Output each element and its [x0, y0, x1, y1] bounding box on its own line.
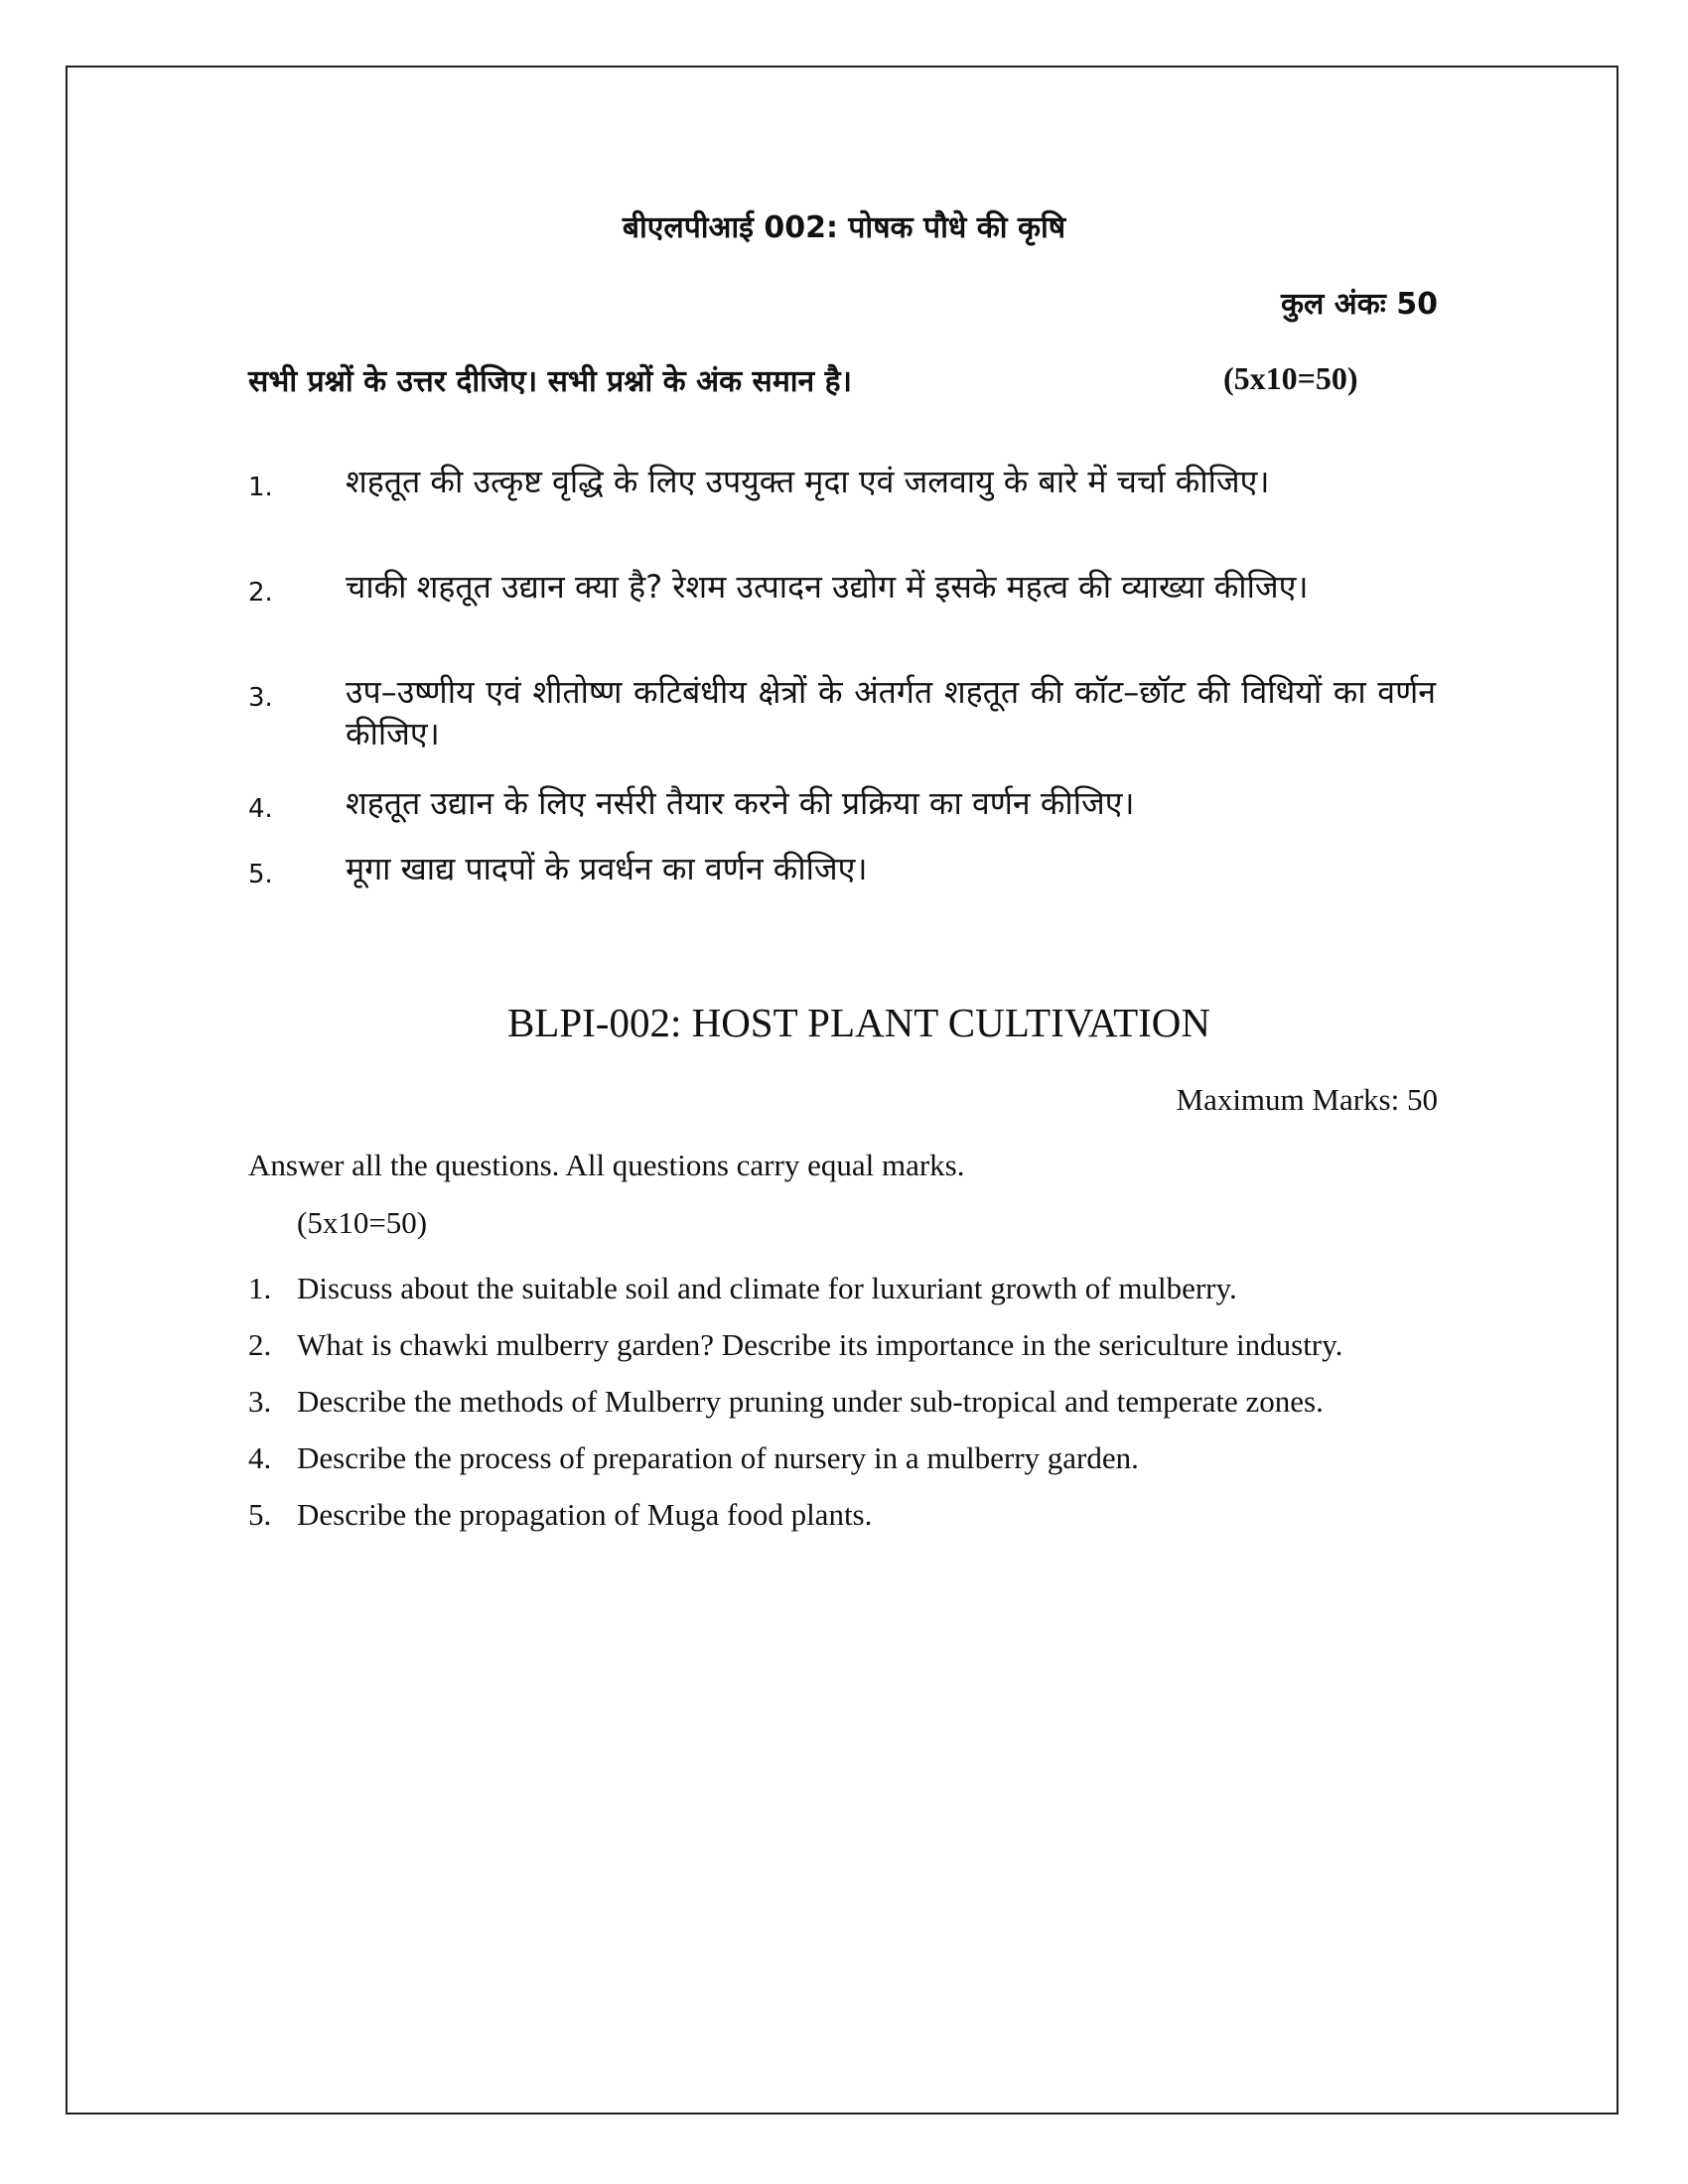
question-number: 1. [248, 1271, 272, 1305]
question-text: चाकी शहतूत उद्यान क्या है? रेशम उत्पादन उद्योग में इसके महत्व की व्याख्या कीजिए। [346, 568, 1309, 606]
hindi-instruction: सभी प्रश्नों के उत्तर दीजिए। सभी प्रश्नों के अंक समान है। [248, 364, 852, 399]
question-text: शहतूत की उत्कृष्ट वृद्धि के लिए उपयुक्त मृदा एवं जलवायु के बारे में चर्चा कीजिए। [346, 463, 1270, 500]
hindi-max-marks: कुल अंकः 50 [1280, 287, 1438, 322]
question-number: 4. [248, 1440, 272, 1475]
english-marks-distribution: (5x10=50) [297, 1205, 428, 1240]
question-text: Describe the process of preparation of nursery in a mulberry garden. [297, 1440, 1139, 1475]
question-text: मूगा खाद्य पादपों के प्रवर्धन का वर्णन कीजिए। [346, 850, 868, 887]
question-text: उप–उष्णीय एवं शीतोष्ण कटिबंधीय क्षेत्रों के अंतर्गत शहतूत की कॉट–छॉट की विधियों का वर्णन कीजिए। [346, 673, 1436, 752]
question-number: 1. [248, 473, 273, 502]
question-number: 3. [248, 683, 273, 713]
english-instruction: Answer all the questions. All questions carry equal marks. [248, 1148, 965, 1182]
english-max-marks: Maximum Marks: 50 [1176, 1082, 1438, 1117]
question-number: 2. [248, 1327, 272, 1362]
question-text: Discuss about the suitable soil and climate for luxuriant growth of mulberry. [297, 1271, 1237, 1305]
question-number: 5. [248, 1497, 272, 1532]
question-number: 2. [248, 578, 273, 608]
question-text: Describe the methods of Mulberry pruning under sub-tropical and temperate zones. [297, 1384, 1324, 1419]
question-number: 5. [248, 860, 273, 889]
english-title: BLPI-002: HOST PLANT CULTIVATION [506, 1000, 1211, 1045]
hindi-marks-distribution: (5x10=50) [1223, 360, 1358, 396]
question-text: Describe the propagation of Muga food plants. [297, 1497, 873, 1532]
question-number: 3. [248, 1384, 272, 1419]
question-text: What is chawki mulberry garden? Describe its importance in the sericulture industry. [297, 1327, 1343, 1362]
question-number: 4. [248, 794, 273, 824]
question-text: शहतूत उद्यान के लिए नर्सरी तैयार करने की प्रक्रिया का वर्णन कीजिए। [346, 784, 1135, 822]
hindi-title: बीएलपीआई 002: पोषक पौधे की कृषि [622, 210, 1066, 245]
